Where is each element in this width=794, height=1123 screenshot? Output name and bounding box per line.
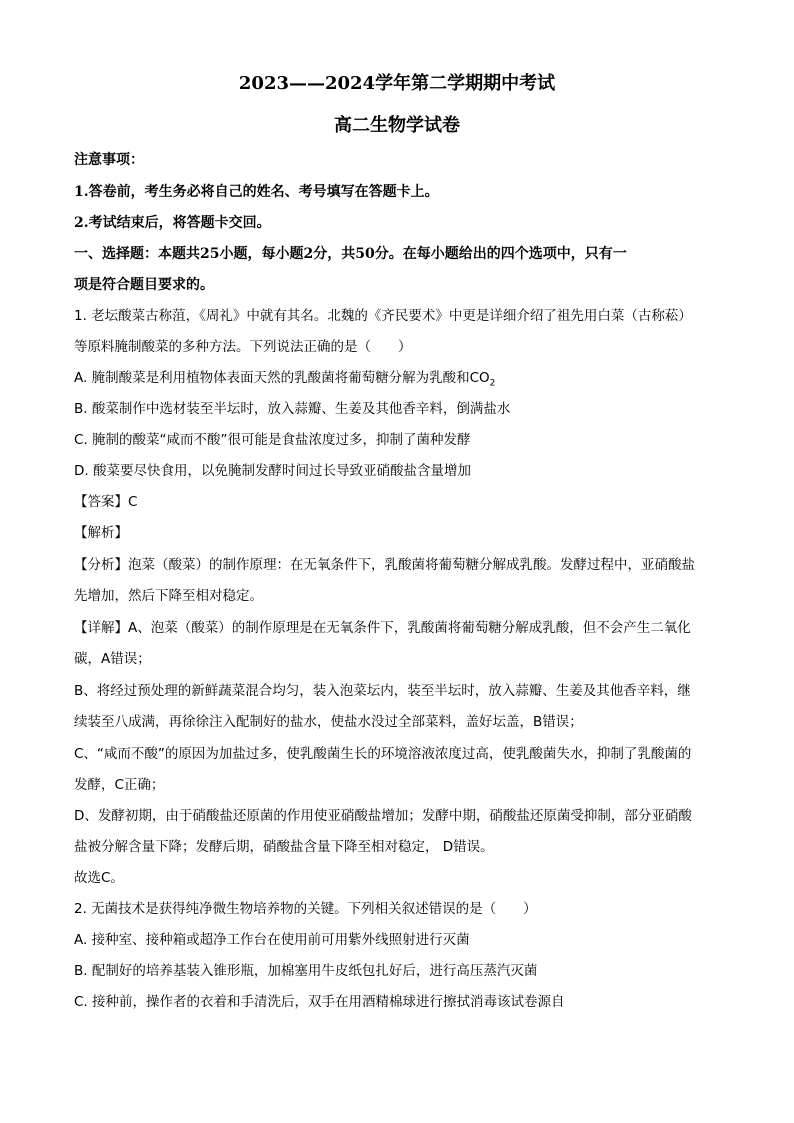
question-1-explain-c-line-2: 发酵，C正确； xyxy=(74,777,165,793)
section-1-instruction-line-2: 项是符合题目要求的。 xyxy=(74,277,214,293)
notes-item-1: 1.答卷前，考生务必将自己的姓名、考号填写在答题卡上。 xyxy=(74,184,439,200)
question-1-option-a xyxy=(74,368,495,394)
co2-subscript: 2 xyxy=(489,378,496,389)
question-2-stem: 2. 无菌技术是获得纯净微生物培养物的关键。下列相关叙述错误的是（ ） xyxy=(74,901,537,917)
question-1-fenxi-line-1: 【分析】泡菜（酸菜）的制作原理：在无氧条件下，乳酸菌将葡萄糖分解成乳酸。发酵过程中，亚硝酸盐 xyxy=(74,557,695,573)
question-1-option-a-text: A. 腌制酸菜是利用植物体表面天然的乳酸菌将葡萄糖分解为乳酸和CO xyxy=(74,370,490,386)
notes-heading: 注意事项： xyxy=(74,152,144,168)
question-1-fenxi-line-2: 先增加，然后下降至相对稳定。 xyxy=(74,588,263,604)
question-1-conclusion: 故选C。 xyxy=(74,870,124,886)
question-1-stem-line-2: 等原料腌制酸菜的多种方法。下列说法正确的是（ ） xyxy=(74,339,412,355)
question-1-option-d: D. 酸菜要尽快食用，以免腌制发酵时间过长导致亚硝酸盐含量增加 xyxy=(74,463,471,479)
question-1-explain-b-line-2: 续装至八成满，再徐徐注入配制好的盐水，使盐水没过全部菜料，盖好坛盖，B错误； xyxy=(74,714,583,730)
question-1-explain-d-line-1: D、发酵初期，由于硝酸盐还原菌的作用使亚硝酸盐增加；发酵中期，硝酸盐还原菌受抑制，部分亚硝酸 xyxy=(74,808,692,824)
question-2-option-c: C. 接种前，操作者的衣着和手清洗后，双手在用酒精棉球进行擦拭消毒该试卷源自 xyxy=(74,994,565,1010)
question-2-option-a: A. 接种室、接种箱或超净工作台在使用前可用紫外线照射进行灭菌 xyxy=(74,932,470,948)
question-1-explain-c-line-1: C、“咸而不酸”的原因为加盐过多，使乳酸菌生长的环境溶液浓度过高，使乳酸菌失水，抑制了乳酸菌的 xyxy=(74,746,692,762)
exam-title: 2023——2024学年第二学期期中考试 xyxy=(238,73,556,94)
exam-subtitle: 高二生物学试卷 xyxy=(334,115,460,136)
question-2-option-b: B. 配制好的培养基装入锥形瓶，加棉塞用牛皮纸包扎好后，进行高压蒸汽灭菌 xyxy=(74,963,538,979)
notes-item-2: 2.考试结束后，将答题卡交回。 xyxy=(74,215,271,231)
question-1-xiangjie-line-1: 【详解】A、泡菜（酸菜）的制作原理是在无氧条件下，乳酸菌将葡萄糖分解成乳酸，但不会产生二氧化 xyxy=(74,620,691,636)
question-1-explain-b-line-1: B、将经过预处理的新鲜蔬菜混合均匀，装入泡菜坛内，装至半坛时，放入蒜瓣、生姜及其他香辛料，继 xyxy=(74,683,691,699)
question-1-explain-d-line-2: 盐被分解含量下降；发酵后期，硝酸盐含量下降至相对稳定， D错误。 xyxy=(74,839,494,855)
question-1-answer: 【答案】C xyxy=(74,494,138,510)
question-1-analysis-label: 【解析】 xyxy=(74,525,128,541)
question-1-stem-line-1: 1. 老坛酸菜古称菹，《周礼》中就有其名。北魏的《齐民要术》中更是详细介绍了祖先用白菜（古称菘） xyxy=(74,308,692,324)
question-1-option-c: C. 腌制的酸菜“咸而不酸”很可能是食盐浓度过多，抑制了菌种发酵 xyxy=(74,432,471,448)
question-1-option-b: B. 酸菜制作中选材装至半坛时，放入蒜瓣、生姜及其他香辛料，倒满盐水 xyxy=(74,401,511,417)
section-1-instruction-line-1: 一、选择题：本题共25小题，每小题2分，共50分。在每小题给出的四个选项中，只有一 xyxy=(74,246,627,262)
question-1-xiangjie-line-2: 碳，A错误； xyxy=(74,651,151,667)
